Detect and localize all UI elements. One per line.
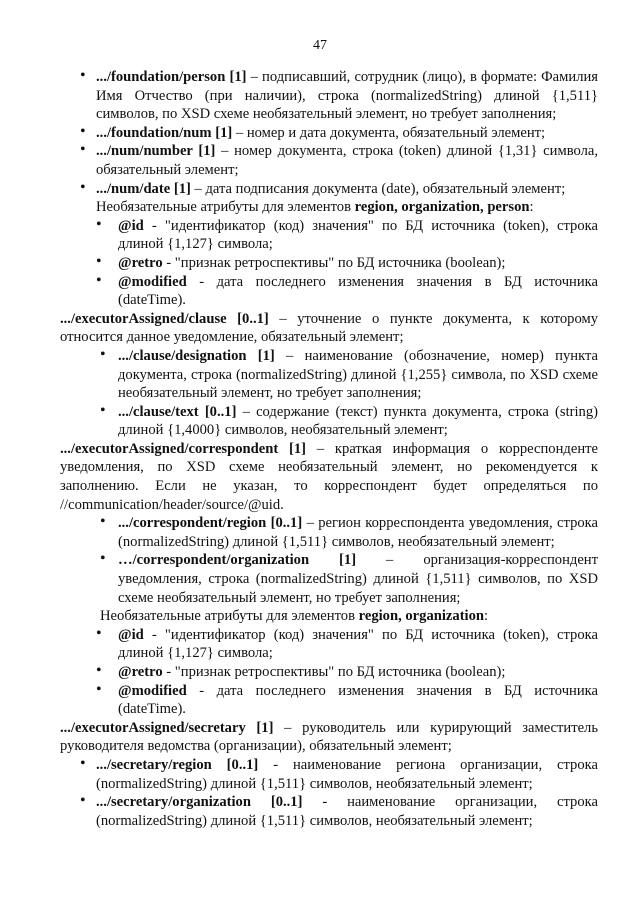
note-prefix: Необязательные атрибуты для элементов (100, 608, 359, 625)
element-path: @id (118, 217, 144, 234)
element-path: …/correspondent/organization [1] (118, 552, 357, 569)
bullet-icon: • (96, 215, 102, 233)
note-keys: region, organization, person (354, 199, 530, 216)
section-paragraph (60, 440, 598, 514)
element-path: .../foundation/person [1] (96, 69, 247, 85)
element-description: – регион корреспондента уведомления, строка (normalizedString) длиной {1,511} символов, необязательный элемент; (118, 515, 599, 550)
list-item (60, 514, 598, 551)
element-description: – номер и дата документа, обязательный элемент; (232, 124, 546, 141)
list-item (60, 180, 598, 199)
element-path: @retro (118, 664, 163, 680)
note-suffix: : (529, 199, 534, 216)
list-item (60, 403, 598, 440)
element-description: - "признак ретроспективы" по БД источника (boolean); (162, 664, 506, 680)
bullet-icon: • (80, 122, 86, 140)
element-description: - наименование региона организации, строка (normalizedString) длиной {1,511} символов, необязательный элемент; (96, 756, 599, 792)
bullet-icon: • (80, 792, 86, 810)
attributes-note (60, 198, 598, 217)
bullet-icon: • (96, 252, 102, 270)
element-path: @modified (118, 682, 187, 699)
element-path: .../secretary/organization [0..1] (96, 794, 303, 811)
element-description: - дата последнего изменения значения в БД источника (dateTime). (118, 273, 598, 309)
element-path: .../clause/text [0..1] (118, 403, 237, 420)
element-description: - "идентификатор (код) значения" по БД источника (token), строка длиной {1,127} символа; (118, 217, 598, 253)
element-description: – организация-корреспондент уведомления, строка (normalizedString) длиной {1,511} символов, по XSD схеме необязательный элемент, но требует заполнения; (118, 552, 598, 606)
element-description: – краткая информация о корреспонденте уведомления, по XSD схеме необязательный элемент, но рекомендуется к заполнению. Если не указан, то корреспондент будет определяться по //communication/header/source/@uid. (60, 440, 598, 513)
list-item (60, 254, 598, 273)
bullet-icon: • (100, 345, 106, 363)
section-paragraph (60, 310, 598, 347)
bullet-icon: • (96, 662, 102, 679)
list-item (60, 68, 598, 124)
attributes-note (60, 607, 598, 626)
section-paragraph (60, 719, 598, 756)
element-path: @modified (118, 273, 187, 290)
element-description: - дата последнего изменения значения в БД источника (dateTime). (118, 682, 598, 718)
element-path: .../foundation/num [1] (96, 124, 233, 141)
bullet-icon: • (100, 550, 106, 568)
bullet-icon: • (80, 141, 86, 159)
list-item (60, 217, 598, 254)
note-keys: region, organization (358, 608, 485, 625)
element-description: – наименование (обозначение, номер) пункта документа, строка (normalizedString) длиной {1,255} символа, по XSD схеме необязательный элемент, но требует заполнения; (118, 347, 599, 402)
bullet-icon: • (100, 513, 106, 531)
element-description: – руководитель или курирующий заместитель руководителя ведомства (организации), обязательный элемент; (60, 719, 598, 755)
element-description: – уточнение о пункте документа, к которому относится данное уведомление, обязательный элемент; (60, 310, 599, 346)
element-path: @id (118, 626, 144, 643)
list-item (60, 663, 598, 682)
element-description: – подписавший, сотрудник (лицо), в формате: Фамилия Имя Отчество (при наличии), строка (normalizedString) длиной {1,511} символов, по XSD схеме необязательный элемент, но требует заполнения; (96, 69, 599, 123)
bullet-icon: • (80, 754, 86, 772)
bullet-icon: • (96, 680, 102, 698)
page-number: 47 (313, 38, 327, 53)
element-description: - "признак ретроспективы" по БД источника (boolean); (162, 254, 506, 271)
element-path: .../num/date [1] (96, 180, 191, 197)
element-description: – дата подписания документа (date), обязательный элемент; (190, 180, 566, 197)
element-path: .../clause/designation [1] (118, 347, 275, 364)
list-item (60, 682, 598, 719)
list-item (60, 756, 598, 793)
bullet-icon: • (96, 271, 102, 289)
list-item (60, 124, 598, 143)
element-path: .../executorAssigned/clause [0..1] (60, 310, 269, 327)
list-item (60, 273, 598, 310)
note-suffix: : (484, 608, 489, 625)
bullet-icon: • (96, 624, 102, 642)
bullet-icon: • (80, 178, 86, 196)
element-description: - наименование организации, строка (normalizedString) длиной {1,511} символов, необязательный элемент; (96, 794, 598, 829)
page-content (60, 68, 598, 830)
list-item (60, 142, 598, 179)
element-path: .../secretary/region [0..1] (96, 756, 259, 773)
element-path: .../executorAssigned/correspondent [1] (60, 440, 307, 457)
list-item (60, 793, 598, 830)
element-path: .../correspondent/region [0..1] (118, 515, 303, 532)
element-path: .../num/number [1] (96, 143, 216, 160)
list-item (60, 347, 598, 403)
bullet-icon: • (100, 401, 106, 419)
list-item (60, 551, 598, 607)
note-prefix: Необязательные атрибуты для элементов (96, 199, 355, 216)
bullet-icon: • (80, 67, 86, 84)
element-path: .../executorAssigned/secretary [1] (60, 719, 274, 736)
element-description: – номер документа, строка (token) длиной {1,31} символа, обязательный элемент; (96, 143, 598, 178)
list-item (60, 626, 598, 663)
element-path: @retro (118, 254, 163, 271)
element-description: - "идентификатор (код) значения" по БД источника (token), строка длиной {1,127} символа; (118, 626, 598, 662)
element-description: – содержание (текст) пункта документа, строка (string) длиной {1,4000} символов, необязательный элемент; (118, 403, 598, 439)
